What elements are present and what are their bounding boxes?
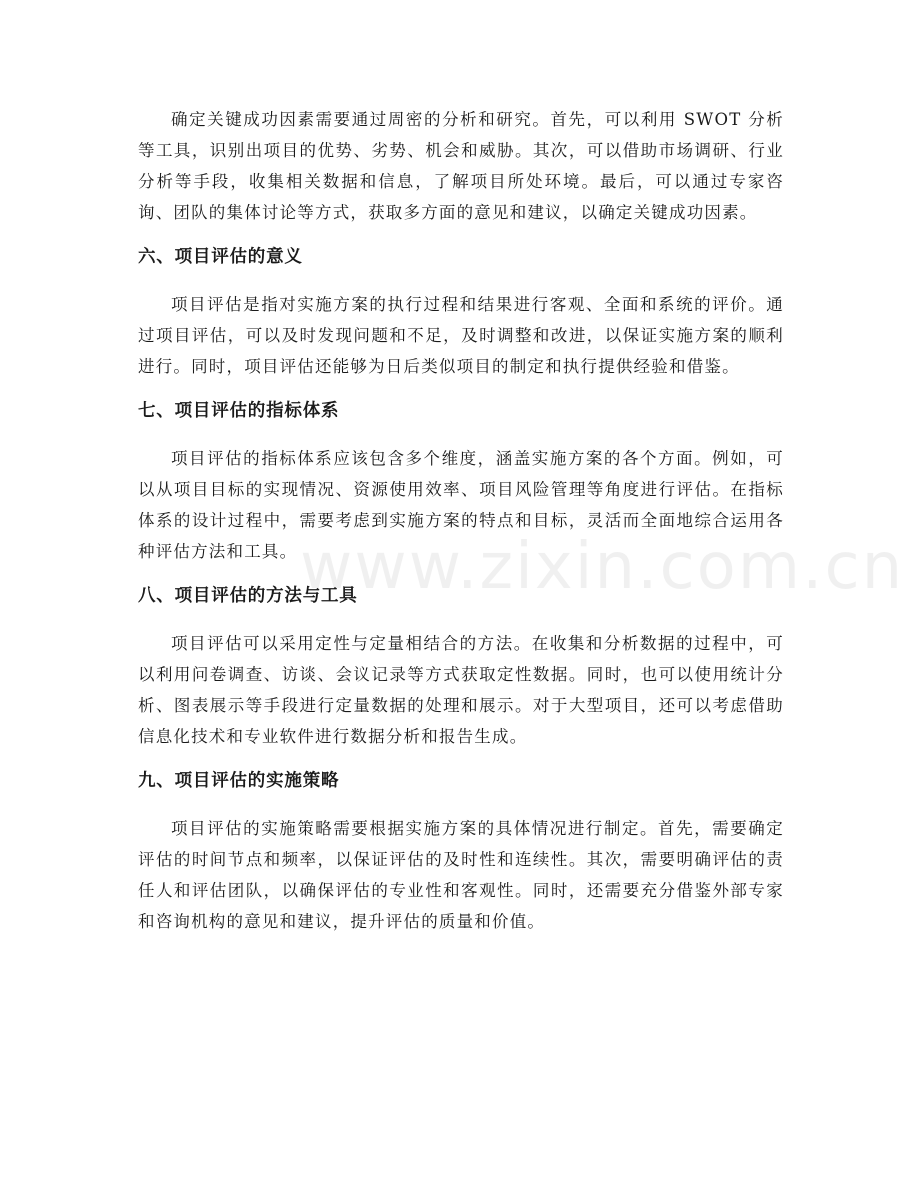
paragraph-section-8: 项目评估可以采用定性与定量相结合的方法。在收集和分析数据的过程中，可以利用问卷调查、访谈、会议记录等方式获取定性数据。同时，也可以使用统计分析、图表展示等手段进行定量数据的处理和展示。对于大型项目，还可以考虑借助信息化技术和专业软件进行数据分析和报告生成。	[138, 634, 784, 746]
heading-section-6: 六、项目评估的意义	[138, 247, 303, 267]
watermark: www.zixin.com.cn	[300, 530, 905, 604]
paragraph-section-6: 项目评估是指对实施方案的执行过程和结果进行客观、全面和系统的评价。通过项目评估，可以及时发现问题和不足，及时调整和改进，以保证实施方案的顺利进行。同时，项目评估还能够为日后类似项目的制定和执行提供经验和借鉴。	[138, 295, 784, 376]
heading-section-8: 八、项目评估的方法与工具	[138, 586, 358, 606]
paragraph-section-9: 项目评估的实施策略需要根据实施方案的具体情况进行制定。首先，需要确定评估的时间节点和频率，以保证评估的及时性和连续性。其次，需要明确评估的责任人和评估团队，以确保评估的专业性和客观性。同时，还需要充分借鉴外部专家和咨询机构的意见和建议，提升评估的质量和价值。	[138, 819, 784, 931]
document-body	[138, 104, 784, 951]
paragraph-key-success-factors: 确定关键成功因素需要通过周密的分析和研究。首先，可以利用 SWOT 分析等工具，识别出项目的优势、劣势、机会和威胁。其次，可以借助市场调研、行业分析等手段，收集相关数据和信息，了解项目所处环境。最后，可以通过专家咨询、团队的集体讨论等方式，获取多方面的意见和建议，以确定关键成功因素。	[138, 110, 784, 222]
heading-section-9: 九、项目评估的实施策略	[138, 771, 340, 791]
heading-section-7: 七、项目评估的指标体系	[138, 401, 340, 421]
paragraph-section-7: 项目评估的指标体系应该包含多个维度，涵盖实施方案的各个方面。例如，可以从项目目标的实现情况、资源使用效率、项目风险管理等角度进行评估。在指标体系的设计过程中，需要考虑到实施方案的特点和目标，灵活而全面地综合运用各种评估方法和工具。	[138, 449, 784, 561]
